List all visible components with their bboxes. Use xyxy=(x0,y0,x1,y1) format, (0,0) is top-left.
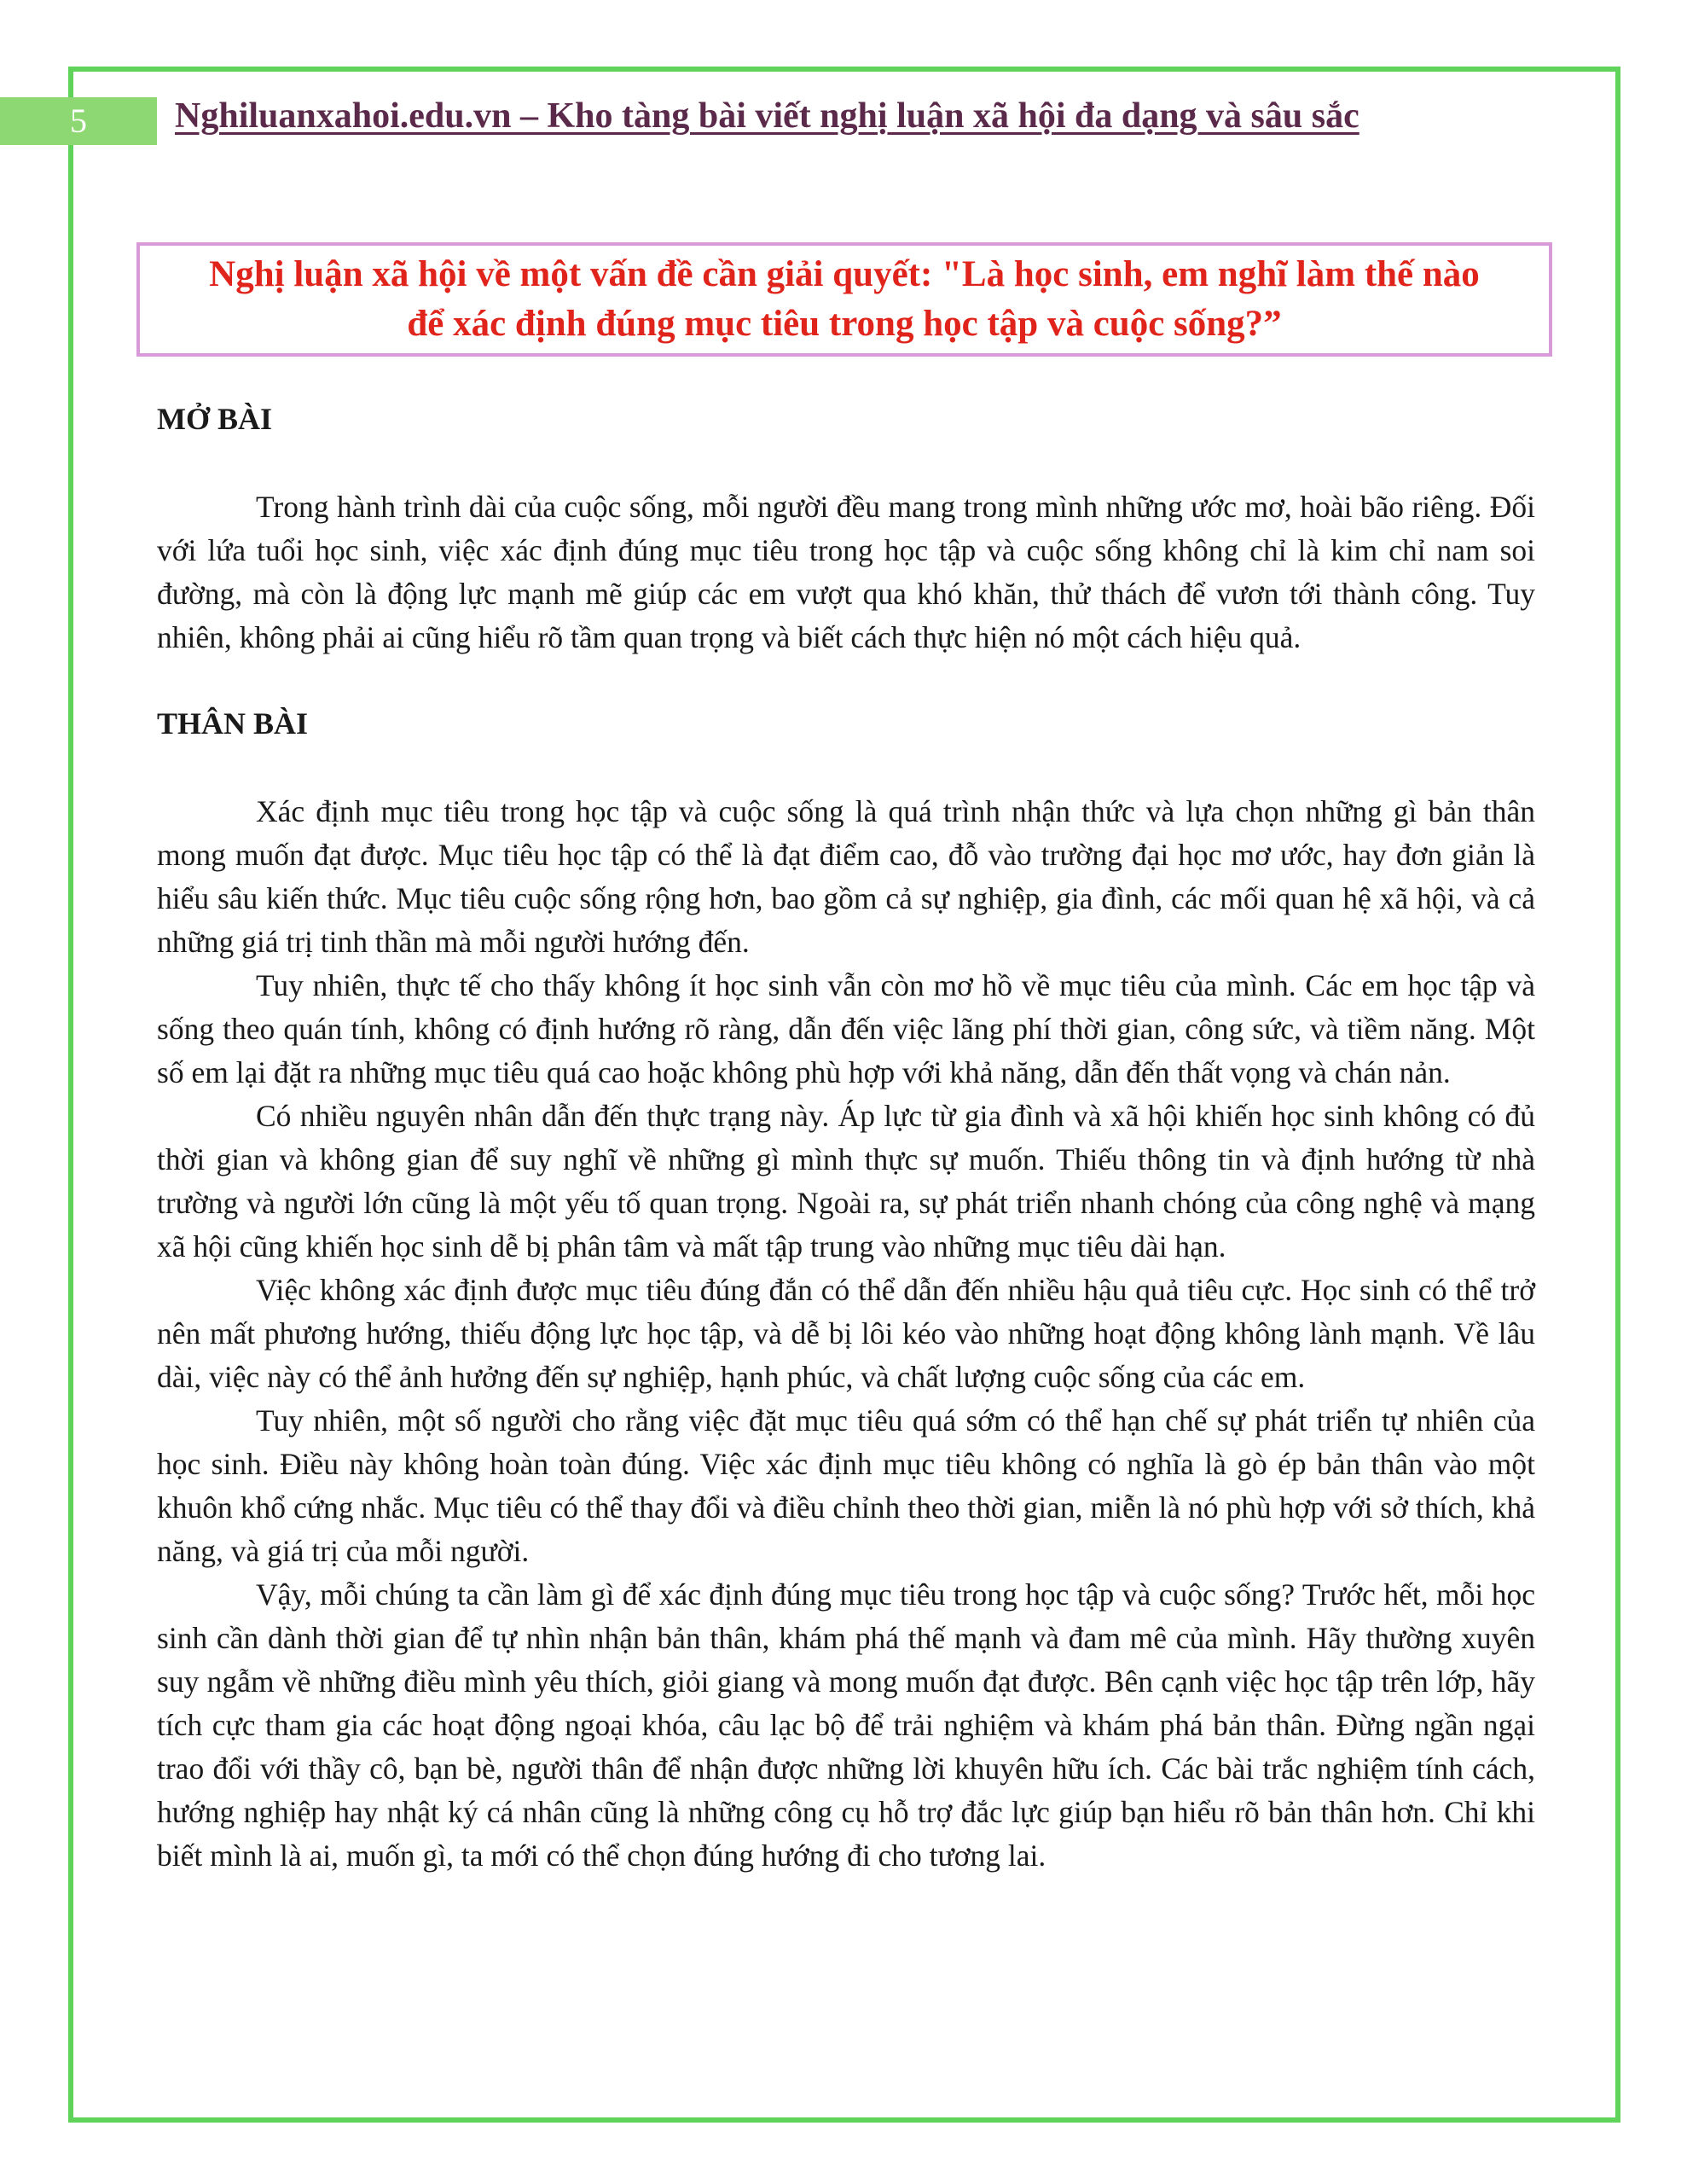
than-bai-paragraph-1: Xác định mục tiêu trong học tập và cuộc sống là quá trình nhận thức và lựa chọn những gì bản thân mong muốn đạt được. Mục tiêu học tập có thể là đạt điểm cao, đỗ vào trường đại học mơ ước, hay đơn giản là hiểu sâu kiến thức. Mục tiêu cuộc sống rộng hơn, bao gồm cả sự nghiệp, gia đình, các mối quan hệ xã hội, và cả những giá trị tinh thần mà mỗi người hướng đến. xyxy=(157,794,1535,959)
than-bai-paragraph-5: Tuy nhiên, một số người cho rằng việc đặt mục tiêu quá sớm có thể hạn chế sự phát triển tự nhiên của học sinh. Điều này không hoàn toàn đúng. Việc xác định mục tiêu không có nghĩa là gò ép bản thân vào một khuôn khổ cứng nhắc. Mục tiêu có thể thay đổi và điều chỉnh theo thời gian, miễn là nó phù hợp với sở thích, khả năng, và giá trị của mỗi người. xyxy=(157,1403,1535,1568)
essay-title-line-2: để xác định đúng mục tiêu trong học tập và cuộc sống?” xyxy=(407,304,1282,344)
than-bai-paragraph-6: Vậy, mỗi chúng ta cần làm gì để xác định đúng mục tiêu trong học tập và cuộc sống? Trước hết, mỗi học sinh cần dành thời gian để tự nhìn nhận bản thân, khám phá thế mạnh và đam mê của mình. Hãy thường xuyên suy ngẫm về những điều mình yêu thích, giỏi giang và mong muốn đạt được. Bên cạnh việc học tập trên lớp, hãy tích cực tham gia các hoạt động ngoại khóa, câu lạc bộ để trải nghiệm và khám phá bản thân. Đừng ngần ngại trao đổi với thầy cô, bạn bè, người thân để nhận được những lời khuyên hữu ích. Các bài trắc nghiệm tính cách, hướng nghiệp hay nhật ký cá nhân cũng là những công cụ hỗ trợ đắc lực giúp bạn hiểu rõ bản thân hơn. Chỉ khi biết mình là ai, muốn gì, ta mới có thể chọn đúng hướng đi cho tương lai. xyxy=(157,1577,1535,1873)
mo-bai-heading: MỞ BÀI xyxy=(157,402,272,436)
mo-bai-paragraph: Trong hành trình dài của cuộc sống, mỗi người đều mang trong mình những ước mơ, hoài bão riêng. Đối với lứa tuổi học sinh, việc xác định đúng mục tiêu trong học tập và cuộc sống không chỉ là kim chỉ nam soi đường, mà còn là động lực mạnh mẽ giúp các em vượt qua khó khăn, thử thách để vươn tới thành công. Tuy nhiên, không phải ai cũng hiểu rõ tầm quan trọng và biết cách thực hiện nó một cách hiệu quả. xyxy=(157,490,1535,654)
essay-body xyxy=(157,375,1535,1878)
site-header-link[interactable]: Nghiluanxahoi.edu.vn – Kho tàng bài viết nghị luận xã hội đa dạng và sâu sắc xyxy=(175,96,1359,136)
than-bai-paragraph-3: Có nhiều nguyên nhân dẫn đến thực trạng này. Áp lực từ gia đình và xã hội khiến học sinh không có đủ thời gian và không gian để suy nghĩ về những gì mình thực sự muốn. Thiếu thông tin và định hướng từ nhà trường và người lớn cũng là một yếu tố quan trọng. Ngoài ra, sự phát triển nhanh chóng của công nghệ và mạng xã hội cũng khiến học sinh dễ bị phân tâm và mất tập trung vào những mục tiêu dài hạn. xyxy=(157,1099,1535,1263)
than-bai-heading: THÂN BÀI xyxy=(157,706,309,741)
than-bai-paragraph-4: Việc không xác định được mục tiêu đúng đắn có thể dẫn đến nhiều hậu quả tiêu cực. Học sinh có thể trở nên mất phương hướng, thiếu động lực học tập, và dễ bị lôi kéo vào những hoạt động không lành mạnh. Về lâu dài, việc này có thể ảnh hưởng đến sự nghiệp, hạnh phúc, và chất lượng cuộc sống của các em. xyxy=(157,1273,1535,1394)
page-number: 5 xyxy=(0,97,157,145)
essay-title-line-1: Nghị luận xã hội về một vấn đề cần giải quyết: "Là học sinh, em nghĩ làm thế nào xyxy=(209,254,1480,294)
essay-title-box xyxy=(136,242,1552,357)
than-bai-paragraph-2: Tuy nhiên, thực tế cho thấy không ít học sinh vẫn còn mơ hồ về mục tiêu của mình. Các em học tập và sống theo quán tính, không có định hướng rõ ràng, dẫn đến việc lãng phí thời gian, công sức, và tiềm năng. Một số em lại đặt ra những mục tiêu quá cao hoặc không phù hợp với khả năng, dẫn đến thất vọng và chán nản. xyxy=(157,968,1535,1089)
